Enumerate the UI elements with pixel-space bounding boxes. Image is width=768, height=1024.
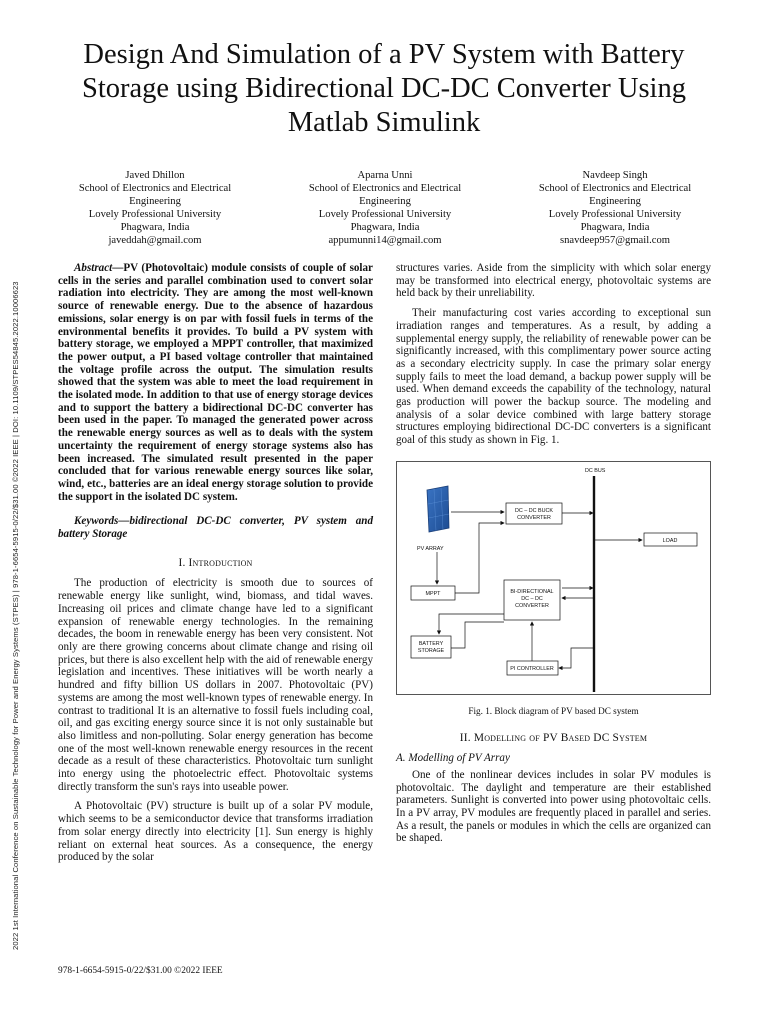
author-block xyxy=(40,169,730,247)
footer-copyright: 978-1-6654-5915-0/22/$31.00 ©2022 IEEE xyxy=(58,966,223,976)
abstract xyxy=(58,262,373,503)
load-label: LOAD xyxy=(662,537,678,544)
pv-array-label: PV ARRAY xyxy=(417,545,444,552)
pv-panel-icon xyxy=(427,486,449,532)
author-dept: School of Electronics and Electrical xyxy=(78,183,232,194)
author-1 xyxy=(40,169,270,247)
author-email: javeddah@gmail.com xyxy=(108,235,202,246)
bidir-label-2: DC – DC xyxy=(521,595,543,602)
author-email: snavdeep957@gmail.com xyxy=(559,235,671,246)
subsection-a-heading: A. Modelling of PV Array xyxy=(396,752,510,765)
conference-side-note: 2022 1st International Conference on Sustainable Technology for Power and Energy Systems (STPES) | 978-1-6654-5915-0/22/$31.00 ©2022 IEEE | DOI: 10.1109/STPES54845.2022.10006623 xyxy=(11,281,20,950)
author-univ: Lovely Professional University xyxy=(548,209,682,220)
author-univ: Lovely Professional University xyxy=(88,209,222,220)
author-name: Aparna Unni xyxy=(357,170,413,181)
keywords-text: bidirectional DC-DC converter, PV system and battery Storage xyxy=(58,515,373,541)
author-place: Phagwara, India xyxy=(120,222,190,233)
author-dept: School of Electronics and Electrical xyxy=(308,183,462,194)
abstract-lead: Abstract xyxy=(74,262,113,274)
intro-paragraph-2: A Photovoltaic (PV) structure is built up of a solar PV module, which seems to be a semiconductor device that transforms irradiation from solar energy directly into electricity [1]. Sun energy is highly reliant on external heat sources. As a consequence, the energy produced by the solar xyxy=(58,800,373,864)
author-place: Phagwara, India xyxy=(580,222,650,233)
left-column xyxy=(58,262,373,871)
pi-label: PI CONTROLLER xyxy=(510,665,554,672)
mppt-to-buck-arrow xyxy=(455,523,504,593)
author-dept-cont: Engineering xyxy=(589,196,641,207)
battery-to-bidir-line xyxy=(451,622,504,648)
right-column xyxy=(396,262,711,852)
bidir-label-3: CONVERTER xyxy=(515,602,549,609)
figure-caption: Fig. 1. Block diagram of PV based DC system xyxy=(468,705,639,716)
keywords xyxy=(58,515,373,540)
mppt-label: MPPT xyxy=(425,590,441,597)
battery-label-2: STORAGE xyxy=(417,647,445,654)
keywords-lead: Keywords— xyxy=(74,515,130,528)
section-2-heading: II. Modelling of PV Based DC System xyxy=(459,731,648,744)
author-univ: Lovely Professional University xyxy=(318,209,452,220)
buck-label-2: CONVERTER xyxy=(517,514,551,521)
author-place: Phagwara, India xyxy=(350,222,420,233)
bidir-to-battery-arrow xyxy=(439,614,504,634)
author-name: Javed Dhillon xyxy=(125,170,185,181)
battery-storage-block xyxy=(411,636,451,658)
buck-label-1: DC – DC BUCK xyxy=(514,507,554,514)
intro-paragraph-3: Their manufacturing cost varies according to exceptional sun irradiation ranges and temperatures. As a result, by adding a supplemental energy supply, the reliability of renewable power can be significantly increased, with this complimentary power source acting as a secondary electricity supply. In case the primary solar energy supply fails to meet the load demand, a backup power supply will be used. When demand exceeds the capability of the technology, natural gas production will power the backup source. The modeling and analysis of a solar device combined with large battery storage structures employing bidirectional DC-DC converters is a significant goal of this study as shown in Fig. 1. xyxy=(396,307,711,447)
author-dept-cont: Engineering xyxy=(129,196,181,207)
paper-title: Design And Simulation of a PV System with Battery Storage using Bidirectional DC-DC Converter Using Matlab Simulink xyxy=(82,39,686,138)
section-1-heading: I. Introduction xyxy=(178,556,253,569)
block-diagram xyxy=(397,462,710,694)
author-dept-cont: Engineering xyxy=(359,196,411,207)
author-3 xyxy=(500,169,730,247)
author-email: appumunni14@gmail.com xyxy=(328,235,442,246)
bus-to-pi-arrow xyxy=(559,648,593,668)
pv-array-paragraph: One of the nonlinear devices includes in solar PV modules is photovoltaic. The daylight and temperature are their established parameters. Sunlight is converted into power using photovoltaic cells. In a PV array, PV modules are frequently placed in parallel and series. As a result, the panels or modules in which the cells are organized can be shaped. xyxy=(396,768,711,845)
abstract-text: PV (Photovoltaic) module consists of couple of solar cells in the series and parallel combination used to convert solar radiation into electricity. They are among the most well-known source of renewable energy. Due to the absence of hazardous emissions, solar energy is on par with fossil fuels in terms of the environmental benefits it provides. To build a PV system with battery storage, we employed a MPPT controller, that maximized the power output, a PI based voltage controller that maintained the voltage profile across the output. The simulation results showed that the system was able to meet the load requirement in the isolated mode. In addition to that use of energy storage devices and to support the battery a bidirectional DC-DC converter has been used in the paper. To managed the generated power across the renewable energy sources as well as to deals with the system uncertainty the requirement of energy storage systems also has been increased. The simulated result presented in the paper concluded that for various renewable energy sources like solar, wind, etc., batteries are an ideal energy storage solution to provide the support in the isolated DC system. xyxy=(58,262,373,503)
block-diagram-figure xyxy=(396,461,711,695)
abstract-dash: — xyxy=(112,262,124,274)
author-name: Navdeep Singh xyxy=(582,170,648,181)
intro-paragraph-2-cont: structures varies. Aside from the simplicity with which solar energy may be transformed into electrical energy, photovoltaic systems are held back by their unreliability. xyxy=(396,262,711,300)
battery-label-1: BATTERY xyxy=(418,640,444,647)
dc-bus-label: DC BUS xyxy=(585,467,606,474)
bidir-label-1: BI-DIRECTIONAL xyxy=(510,588,554,595)
author-2 xyxy=(270,169,500,247)
author-dept: School of Electronics and Electrical xyxy=(538,183,692,194)
intro-paragraph-1: The production of electricity is smooth due to sources of renewable energy like sunlight, wind, biomass, and tidal waves. Increasing oil prices and climate change have led to a significant expansion of renewable energy technologies. In the remaining decades, the boom in renewable energy has been very consistent. Not only are there growing concerns about climate change and rising oil prices, but there is also excellent help with the aid of renewable energy legislation and incentives. These initiatives will be worth nearly a hundred and fifty billion US dollars in 2007. Photovoltaic (PV) systems are among the most well-known types of renewable energy. In contrast to traditional It is an alternative to fossil fuels including coal, oil, and gas exciting energy source since it is not only sustainable but also limitless and non-polluting. Solar energy generation has become one of the most well-known renewable energy resources in the recent decade as a result of these characteristics. Photovoltaic turn sunlight into energy using the photoelectric effect. Photovoltaic systems directly transform the sun's rays into useable power. xyxy=(58,577,373,793)
